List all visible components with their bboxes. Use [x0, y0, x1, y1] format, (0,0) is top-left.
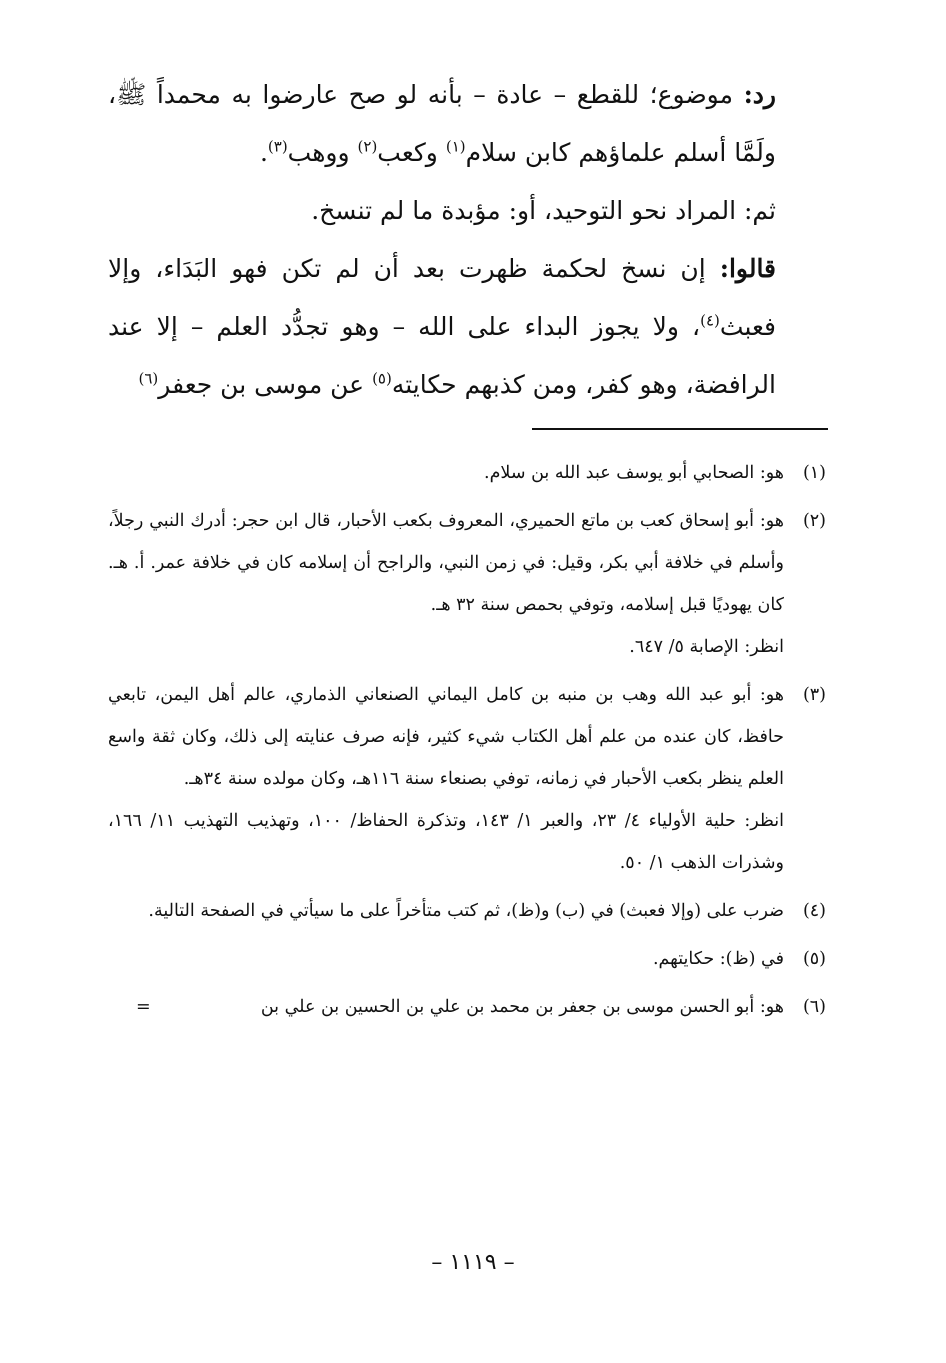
footnote-text: في (ظ): حكايتهم. [652, 949, 784, 969]
footnote-1 [108, 452, 826, 494]
footnote-reference: انظر: الإصابة ٥/ ٦٤٧. [629, 637, 784, 657]
continuation-mark: = [136, 997, 151, 1017]
footnote-number: (٦) [802, 997, 826, 1017]
paragraph-1-mid-1: وكعب [377, 138, 438, 167]
footnotes [108, 452, 826, 1034]
paragraph-3-end: عن موسى بن جعفر [158, 370, 365, 399]
footnote-number: (٤) [802, 901, 826, 921]
footnote-ref-6[interactable]: (٦) [138, 369, 159, 388]
paragraph-1-text: موضوع؛ للقطع – عادة – بأنه لو صح عارضوا به محمداً ﷺ، ولَمَّا أسلم علماؤهم كابن سلام [108, 80, 776, 167]
paragraph-3-mid: ، ولا يجوز البداء على الله – وهو تجدُّد العلم – إلا عند الرافضة، وهو كفر، ومن كذبهم حكايته [108, 312, 776, 399]
footnote-text: ضرب على (وإلا فعبث) في (ب) و(ظ)، ثم كتب متأخراً على ما سيأتي في الصفحة التالية. [148, 901, 784, 921]
footnote-text: هو: أبو إسحاق كعب بن ماتع الحميري، المعروف بكعب الأحبار، قال ابن حجر: أدرك النبي رجلاً، وأسلم في خلافة أبي بكر، وقيل: في زمن النبي، والراجح أن إسلامه كان في خلافة عمر. أ. هـ. كان يهوديًا قبل إسلامه، وتوفي بحمص سنة ٣٢ هـ. [108, 511, 784, 615]
paragraph-3 [108, 240, 828, 414]
paragraph-1-mid-2: ووهب [287, 138, 350, 167]
paragraph-1 [108, 66, 828, 182]
page-number: – ١١١٩ – [431, 1250, 515, 1275]
paragraph-1-end: . [259, 138, 268, 167]
footnote-4 [108, 890, 826, 932]
footnote-number: (٢) [802, 511, 826, 531]
paragraph-2: ثم: المراد نحو التوحيد، أو: مؤبدة ما لم تنسخ. [311, 196, 776, 225]
footnote-number: (٥) [802, 949, 826, 969]
footnote-ref-3[interactable]: (٣) [267, 137, 288, 156]
footnote-ref-5[interactable]: (٥) [372, 369, 392, 388]
footnote-5 [108, 938, 826, 980]
footnote-number: (٣) [802, 685, 826, 705]
footnote-reference: انظر: حلية الأولياء ٤/ ٢٣، والعبر ١/ ١٤٣، وتذكرة الحفاظ/ ١٠٠، وتهذيب التهذيب ١١/ ١٦٦، وشذرات الذهب ١/ ٥٠. [108, 811, 785, 873]
reply-keyword: رد: [743, 80, 776, 109]
footnote-ref-1[interactable]: (١) [445, 137, 466, 156]
paragraph-3-text: إن نسخ لحكمة ظهرت بعد أن لم تكن فهو البَدَاء، وإلا فعبث [108, 254, 776, 341]
footnote-2 [108, 500, 826, 668]
footnote-text: هو: أبو الحسن موسى بن جعفر بن محمد بن علي بن الحسين بن علي بن [260, 997, 784, 1017]
footnote-ref-4[interactable]: (٤) [700, 311, 720, 330]
footnote-text: هو: أبو عبد الله وهب بن منبه بن كامل اليماني الصنعاني الذماري، عالم أهل اليمن، تابعي حافظ، كان عنده من علم أهل الكتاب شيء كثير، فإنه صرف عنايته إلى ذلك، وكان ثقة واسع العلم ينظر بكعب الأحبار في زمانه، توفي بصنعاء سنة ١١٦هـ، وكان مولده سنة ٣٤هـ. [108, 685, 784, 789]
footnote-text: هو: الصحابي أبو يوسف عبد الله بن سلام. [484, 463, 784, 483]
footnote-6 [108, 986, 826, 1028]
main-text [108, 66, 828, 414]
footnote-divider [532, 428, 828, 430]
footnote-ref-2[interactable]: (٢) [357, 137, 378, 156]
footnote-3 [108, 674, 826, 884]
footnote-number: (١) [802, 463, 826, 483]
qalu-keyword: قالوا: [719, 254, 777, 283]
